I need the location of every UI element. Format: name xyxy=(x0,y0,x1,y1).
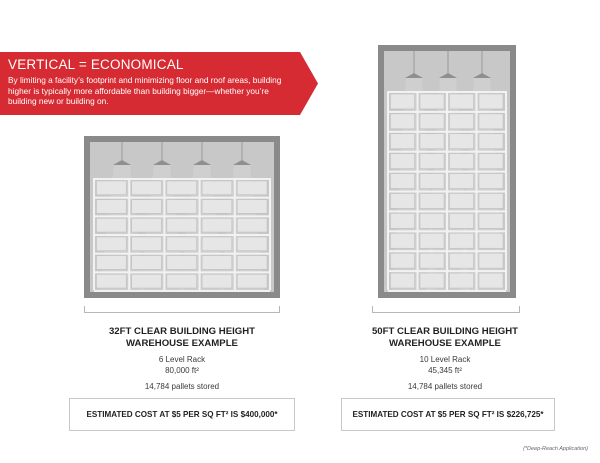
pallet-load xyxy=(420,114,444,129)
rack-beam xyxy=(94,197,270,199)
pallet-load xyxy=(479,134,503,149)
banner-body: By limiting a facility’s footprint and minimizing floor and roof areas, building higher is typically more affordable than building bigger—whether you’re building new or building on. xyxy=(8,75,282,107)
left-dimension-bracket xyxy=(84,306,280,313)
left-heading-line1: 32FT CLEAR BUILDING HEIGHT xyxy=(108,326,256,337)
pallet-load xyxy=(420,273,444,288)
pallet-load xyxy=(450,213,474,228)
pallet-load xyxy=(202,218,232,232)
pallet-load xyxy=(479,154,503,169)
pallet-load xyxy=(391,134,415,149)
pallet-load xyxy=(167,237,197,251)
pallet-load xyxy=(391,194,415,209)
rack-beam xyxy=(388,250,506,252)
pallet-load xyxy=(97,200,127,214)
pallet-load xyxy=(97,274,127,288)
rack-beam xyxy=(388,210,506,212)
pallet-load xyxy=(202,237,232,251)
pallet-load xyxy=(479,194,503,209)
rack-beam xyxy=(94,271,270,273)
left-rack-levels: 6 Level Rack xyxy=(158,355,206,364)
pallet-load xyxy=(237,274,267,288)
pallet-load xyxy=(167,256,197,270)
pallet-load xyxy=(479,174,503,189)
pallet-load xyxy=(167,274,197,288)
pallet-load xyxy=(97,218,127,232)
rack-beam xyxy=(388,131,506,133)
warehouse-50ft-illustration xyxy=(378,45,516,298)
left-cost-box: ESTIMATED COST AT $5 PER SQ FT² IS $400,000* xyxy=(69,398,295,431)
rack-beam xyxy=(388,230,506,232)
pallet-load xyxy=(97,237,127,251)
pallet-load xyxy=(237,218,267,232)
pallet-load xyxy=(450,273,474,288)
pallet-load xyxy=(132,218,162,232)
pallet-load xyxy=(202,256,232,270)
rack-base xyxy=(388,290,506,292)
left-area: 80,000 ft² xyxy=(165,366,199,375)
right-heading-line1: 50FT CLEAR BUILDING HEIGHT xyxy=(371,326,519,337)
warehouse-32ft-drawing xyxy=(84,136,280,298)
pallet-load xyxy=(97,256,127,270)
vertical-economical-banner xyxy=(0,52,318,115)
pallet-load xyxy=(450,174,474,189)
left-pallets: 14,784 pallets stored xyxy=(144,382,220,391)
right-pallets: 14,784 pallets stored xyxy=(407,382,483,391)
pallet-load xyxy=(167,181,197,195)
rack-beam xyxy=(94,234,270,236)
pallet-load xyxy=(420,154,444,169)
pallet-load xyxy=(391,114,415,129)
pallet-load xyxy=(420,253,444,268)
right-heading xyxy=(346,326,544,349)
pallet-load xyxy=(202,200,232,214)
left-heading-line2: WAREHOUSE EXAMPLE xyxy=(126,337,238,349)
pallet-load xyxy=(420,233,444,248)
pallet-load xyxy=(237,181,267,195)
pallet-load xyxy=(479,94,503,109)
pallet-load xyxy=(391,174,415,189)
rack-beam xyxy=(94,215,270,217)
pallet-load xyxy=(420,194,444,209)
pallet-load xyxy=(479,114,503,129)
pallet-load xyxy=(97,181,127,195)
rack-beam xyxy=(388,111,506,113)
pallet-load xyxy=(132,274,162,288)
pallet-load xyxy=(132,256,162,270)
right-rack-levels: 10 Level Rack xyxy=(419,355,471,364)
pallet-load xyxy=(479,253,503,268)
pallet-load xyxy=(391,273,415,288)
pallet-load xyxy=(420,174,444,189)
pallet-load xyxy=(391,233,415,248)
rack-beam xyxy=(94,178,270,180)
pallet-load xyxy=(420,213,444,228)
pallet-load xyxy=(167,218,197,232)
rack-base xyxy=(94,290,270,292)
pallet-load xyxy=(132,181,162,195)
warehouse-50ft-drawing xyxy=(378,45,516,298)
pallet-load xyxy=(420,94,444,109)
right-dimension-bracket xyxy=(372,306,520,313)
rack-beam xyxy=(94,253,270,255)
pallet-load xyxy=(450,134,474,149)
right-cost-box: ESTIMATED COST AT $5 PER SQ FT² IS $226,725* xyxy=(341,398,555,431)
pallet-load xyxy=(450,94,474,109)
pallet-load xyxy=(237,256,267,270)
pallet-load xyxy=(420,134,444,149)
pallet-load xyxy=(237,237,267,251)
pallet-load xyxy=(391,213,415,228)
rack-beam xyxy=(388,151,506,153)
right-area: 45,345 ft² xyxy=(428,366,462,375)
pallet-load xyxy=(391,154,415,169)
pallet-load xyxy=(167,200,197,214)
rack-beam xyxy=(388,171,506,173)
right-heading-line2: WAREHOUSE EXAMPLE xyxy=(389,337,501,349)
pallet-load xyxy=(202,274,232,288)
rack-beam xyxy=(388,91,506,93)
footnote: (*Deep-Reach Application) xyxy=(523,446,588,452)
pallet-load xyxy=(391,253,415,268)
pallet-load xyxy=(391,94,415,109)
rack-beam xyxy=(388,270,506,272)
pallet-load xyxy=(450,253,474,268)
banner-title: VERTICAL = ECONOMICAL xyxy=(8,57,184,72)
pallet-load xyxy=(450,154,474,169)
pallet-load xyxy=(450,233,474,248)
pallet-load xyxy=(479,213,503,228)
pallet-load xyxy=(202,181,232,195)
rack-beam xyxy=(388,191,506,193)
pallet-load xyxy=(450,114,474,129)
warehouse-32ft-illustration xyxy=(84,136,280,298)
left-heading xyxy=(84,326,280,349)
pallet-load xyxy=(479,273,503,288)
pallet-load xyxy=(450,194,474,209)
pallet-load xyxy=(132,237,162,251)
pallet-load xyxy=(237,200,267,214)
pallet-load xyxy=(132,200,162,214)
pallet-load xyxy=(479,233,503,248)
